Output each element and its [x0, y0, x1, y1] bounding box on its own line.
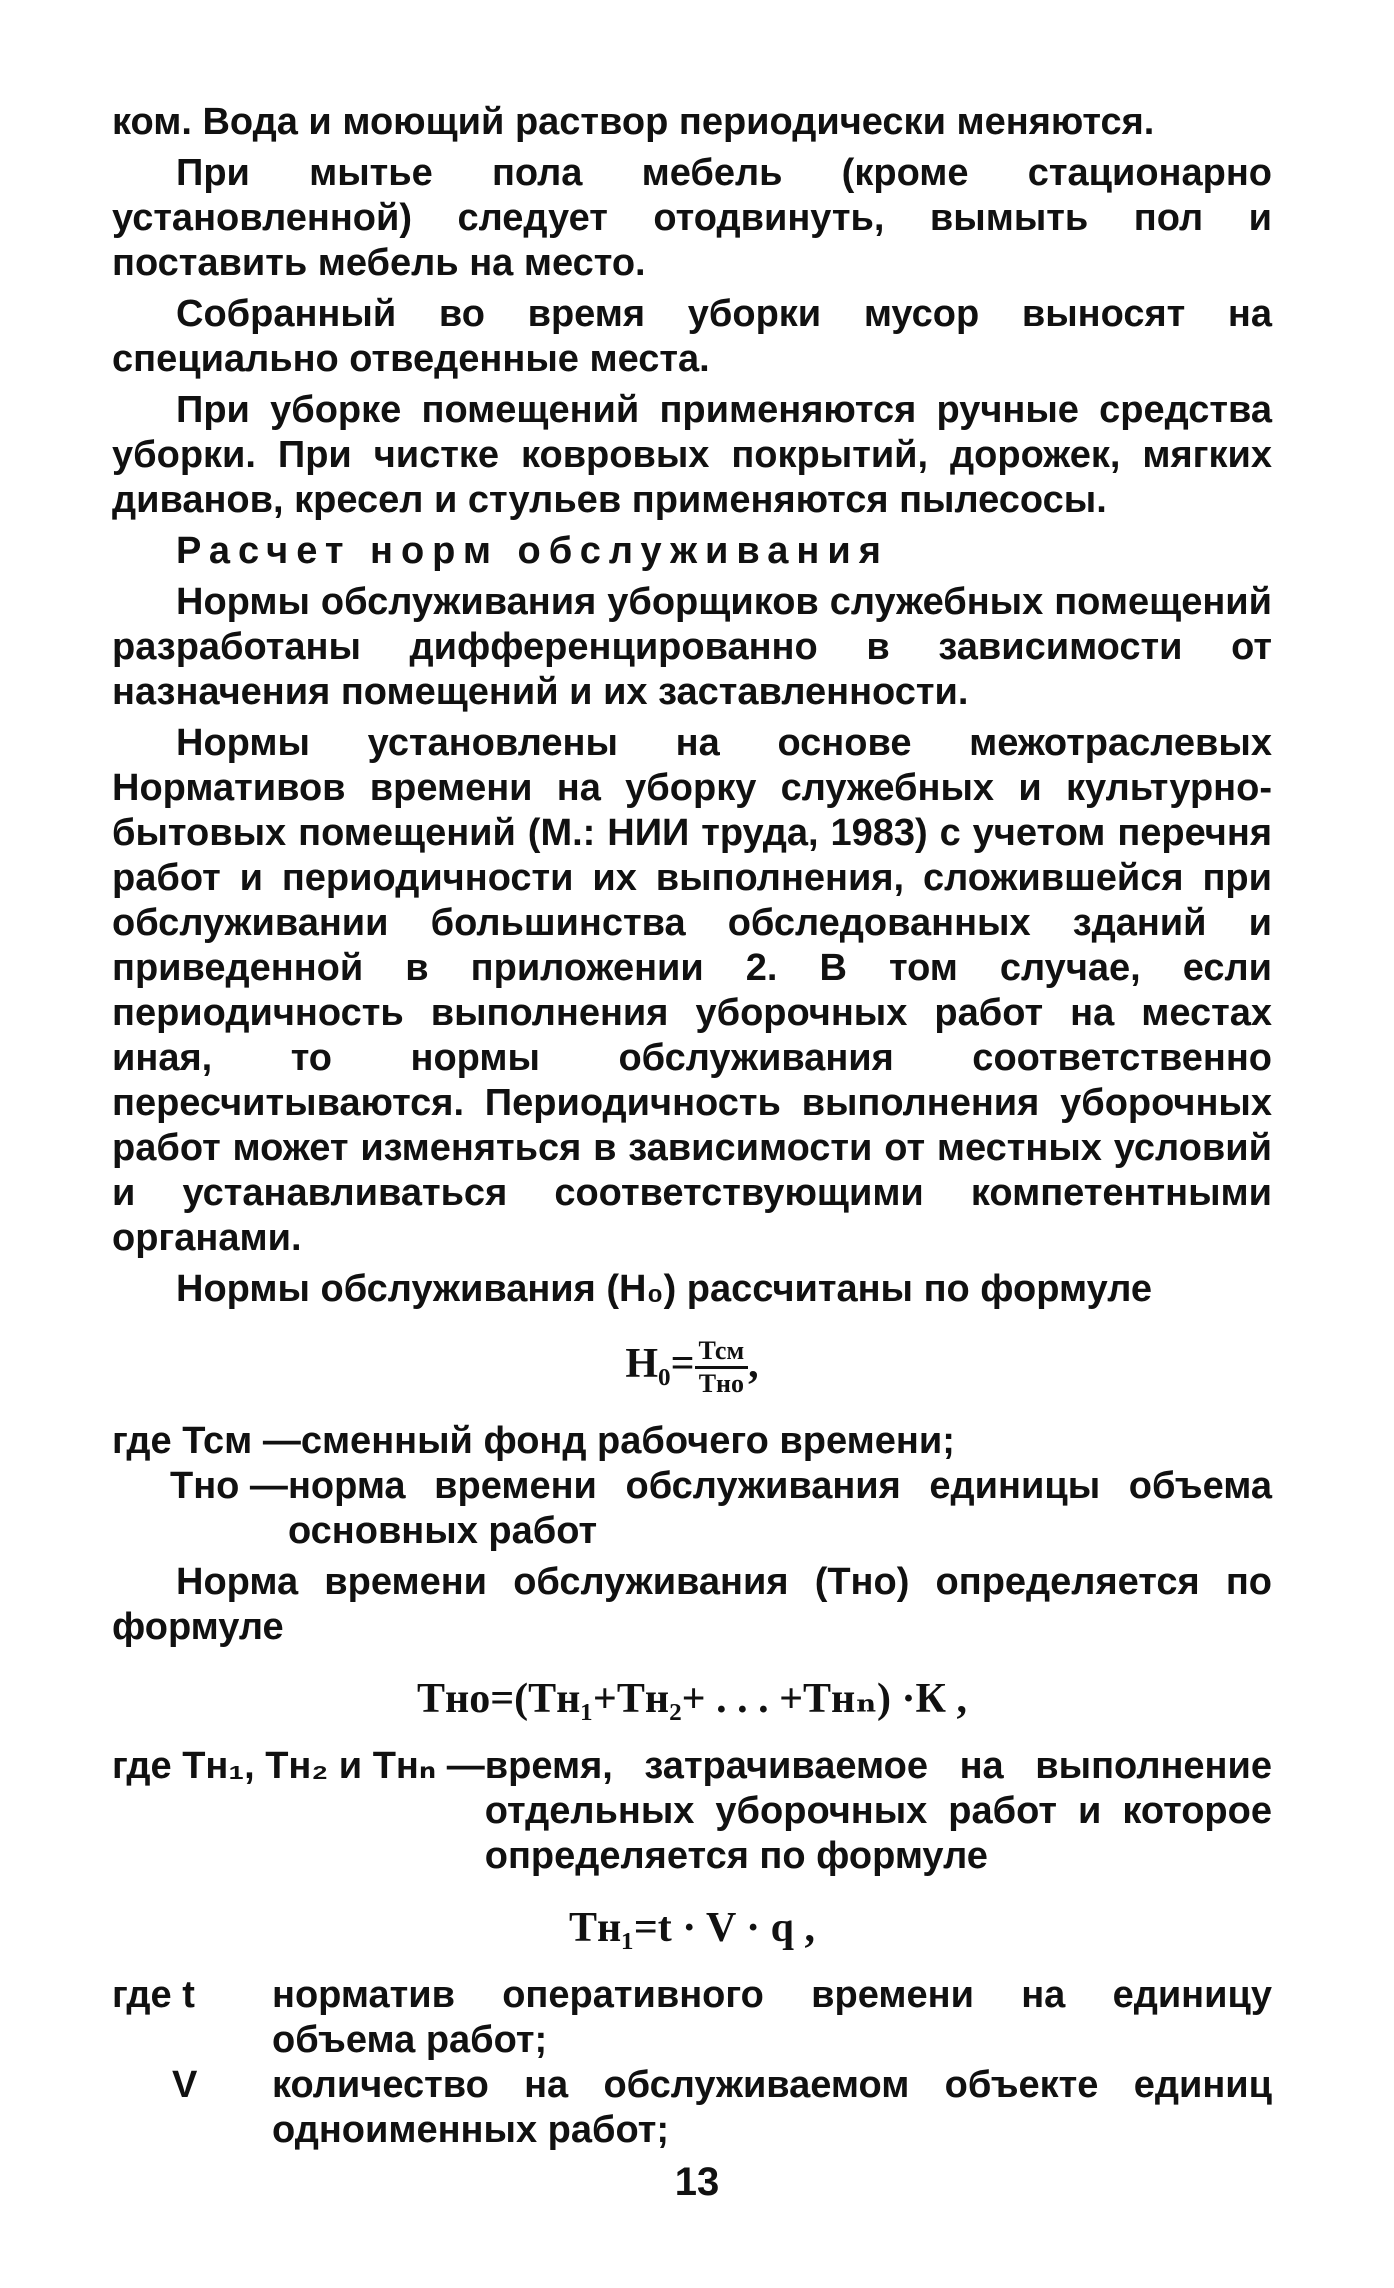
definition-desc: время, затрачиваемое на выполнение отдельных уборочных работ и которое определяется по формуле — [484, 1745, 1272, 1877]
definition-row — [112, 1744, 1272, 1879]
document-page — [112, 100, 1272, 2159]
definition-desc: количество на обслуживаемом объекте единиц одноименных работ; — [272, 2064, 1272, 2151]
formula-left: Н₀= — [625, 1341, 695, 1388]
paragraph: Нормы обслуживания уборщиков служебных помещений разработаны дифференцированно в зависимости от назначения помещений и их заставленности. — [112, 581, 1272, 713]
formula-tail: , — [748, 1341, 759, 1388]
formula-norm-time: Тно=(Тн₁+Тн₂+ . . . +Тнₙ) ·К , — [417, 1676, 967, 1722]
definition-desc: сменный фонд рабочего времени; — [300, 1420, 955, 1462]
paragraph: При мытье пола мебель (кроме стационарно установленной) следует отодвинуть, вымыть пол и поставить мебель на место. — [112, 152, 1272, 284]
definition-list — [112, 1973, 1272, 2153]
fraction-numerator: Тсм — [695, 1336, 749, 1369]
formula-norm-service — [112, 1336, 1272, 1399]
paragraph: Норма времени обслуживания (Тно) определяется по формуле — [112, 1561, 1272, 1648]
definition-term: где t — [112, 1974, 195, 2016]
definition-row — [112, 1464, 1272, 1554]
section-heading: Расчет норм обслуживания — [176, 530, 889, 572]
definition-term: Тно — — [170, 1465, 288, 1507]
definition-row — [112, 2063, 1272, 2153]
paragraph: ком. Вода и моющий раствор периодически меняются. — [112, 101, 1155, 143]
paragraph: Нормы установлены на основе межотраслевых Нормативов времени на уборку служебных и культурно-бытовых помещений (М.: НИИ труда, 1983) с учетом перечня работ и периодичности их выполнения, сложившейся при обслуживании большинства обследованных зданий и приведенной в приложении 2. В том случае, если периодичность выполнения уборочных работ на местах иная, то нормы обслуживания соответственно пересчитываются. Периодичность выполнения уборочных работ может изменяться в зависимости от местных условий и устанавливаться соответствующими компетентными органами. — [112, 722, 1272, 1259]
definition-term: где Тн₁, Тн₂ и Тнₙ — — [112, 1745, 485, 1787]
definition-desc: норматив оперативного времени на единицу объема работ; — [272, 1974, 1272, 2061]
formula-task-time: Тн₁=t · V · q , — [569, 1905, 815, 1951]
paragraph: Нормы обслуживания (Н₀) рассчитаны по формуле — [176, 1268, 1152, 1310]
definition-desc: норма времени обслуживания единицы объема основных работ — [287, 1465, 1272, 1552]
paragraph: При уборке помещений применяются ручные средства уборки. При чистке ковровых покрытий, дорожек, мягких диванов, кресел и стульев применяются пылесосы. — [112, 389, 1272, 521]
paragraph: Собранный во время уборки мусор выносят на специально отведенные места. — [112, 293, 1272, 380]
formula-fraction — [695, 1336, 749, 1399]
page-number: 13 — [674, 2160, 720, 2204]
fraction-denominator: Тно — [698, 1369, 745, 1398]
definition-term: V — [172, 2064, 198, 2106]
definition-list — [112, 1744, 1272, 1879]
definition-row — [112, 1973, 1272, 2063]
definition-term: где Тсм — — [112, 1420, 301, 1462]
definition-list — [112, 1419, 1272, 1554]
definition-row — [112, 1419, 1272, 1464]
